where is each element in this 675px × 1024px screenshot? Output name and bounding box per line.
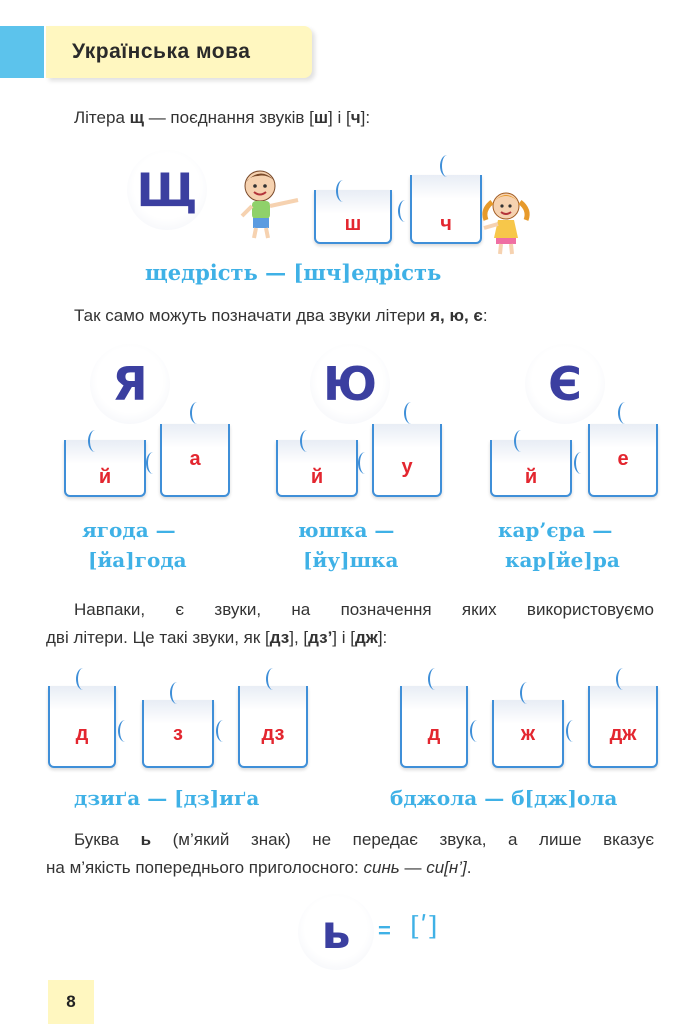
example-yushka-2: [йу]шка bbox=[303, 548, 399, 572]
piece-label: дж bbox=[609, 723, 637, 745]
puzzle-piece-dzh bbox=[588, 686, 658, 768]
piece-label: дз bbox=[261, 723, 285, 745]
puzzle-tab-icon bbox=[190, 402, 204, 424]
puzzle-piece-y3 bbox=[490, 440, 572, 497]
piece-label: е bbox=[617, 448, 629, 470]
boy-illustration bbox=[236, 166, 306, 242]
puzzle-piece-dz bbox=[238, 686, 308, 768]
puzzle-tab-icon bbox=[428, 668, 442, 690]
puzzle-tab-icon bbox=[520, 682, 534, 704]
puzzle-tab-icon bbox=[216, 720, 230, 742]
piece-label: з bbox=[173, 723, 183, 745]
text: Буква bbox=[74, 830, 141, 849]
intro-ya-yu-ye bbox=[74, 306, 488, 326]
soft-sign-line1 bbox=[74, 830, 654, 850]
text-bold: дж bbox=[354, 628, 378, 647]
puzzle-piece-d bbox=[48, 686, 116, 768]
text: — bbox=[399, 858, 427, 877]
puzzle-tab-icon bbox=[118, 720, 132, 742]
example-yahoda-1: ягода — bbox=[82, 518, 176, 542]
text: (м’який знак) не передає звука, а лише вказує bbox=[151, 830, 654, 849]
puzzle-tab-icon bbox=[266, 668, 280, 690]
text: . bbox=[466, 858, 472, 877]
puzzle-tab-icon bbox=[404, 402, 418, 424]
puzzle-tab-icon bbox=[300, 430, 314, 452]
example-shchedrist: щедрість — [шч]едрість bbox=[145, 260, 442, 285]
text-bold: дз bbox=[269, 628, 290, 647]
text: ]: bbox=[377, 628, 388, 647]
puzzle-piece-a bbox=[160, 424, 230, 497]
puzzle-tab-icon bbox=[146, 452, 160, 474]
text: : bbox=[482, 306, 488, 325]
piece-label: а bbox=[189, 448, 201, 470]
puzzle-piece-e bbox=[588, 424, 658, 497]
page-title: Українська мова bbox=[72, 40, 251, 63]
example-yushka-1: юшка — bbox=[298, 518, 395, 542]
puzzle-tab-icon bbox=[618, 402, 632, 424]
example-yahoda-2: [йа]года bbox=[88, 548, 187, 572]
piece-label: й bbox=[98, 466, 112, 488]
puzzle-tab-icon bbox=[358, 452, 372, 474]
text: — поєднання звуків [ bbox=[143, 108, 314, 127]
header-accent-bar bbox=[0, 26, 44, 78]
text: ] і [ bbox=[328, 108, 351, 127]
intro-dz-line1: Навпаки, є звуки, на позначення яких використовуємо bbox=[74, 600, 654, 619]
piece-label: д bbox=[427, 723, 441, 745]
piece-label: у bbox=[401, 456, 413, 478]
text-bold: ш bbox=[313, 108, 329, 127]
example-dzyga: дзиґа — [дз]иґа bbox=[74, 786, 260, 810]
letter-circle-ye: Є bbox=[525, 344, 605, 424]
text: Так само можуть позначати два звуки літери bbox=[74, 306, 431, 325]
example-karyera-1: кар’єра — bbox=[498, 518, 613, 542]
text: дві літери. Це такі звуки, як [ bbox=[46, 628, 270, 647]
text: ] і [ bbox=[332, 628, 355, 647]
text: ], [ bbox=[289, 628, 309, 647]
letter-circle-soft-sign: ь bbox=[298, 894, 374, 970]
text-bold: ь bbox=[140, 830, 152, 849]
text-bold: щ bbox=[129, 108, 144, 127]
letter-circle-ya: Я bbox=[90, 344, 170, 424]
puzzle-tab-icon bbox=[514, 430, 528, 452]
piece-label: д bbox=[75, 723, 89, 745]
intro-shch bbox=[74, 108, 370, 128]
piece-label: й bbox=[310, 466, 324, 488]
puzzle-tab-icon bbox=[440, 155, 454, 177]
piece-label: й bbox=[524, 466, 538, 488]
equals-sign: = bbox=[378, 918, 391, 943]
text-italic: синь bbox=[363, 858, 400, 877]
puzzle-piece-z bbox=[142, 700, 214, 768]
puzzle-piece-d2 bbox=[400, 686, 468, 768]
piece-label: ш bbox=[344, 213, 362, 235]
text: на м’якість попереднього приголосного: bbox=[46, 858, 364, 877]
soft-mark-result: [ʹ] bbox=[410, 912, 438, 942]
intro-dz-line2 bbox=[46, 628, 387, 648]
piece-label: ч bbox=[440, 213, 452, 235]
page-number: 8 bbox=[48, 980, 94, 1024]
text-bold: дз’ bbox=[308, 628, 333, 647]
puzzle-tab-icon bbox=[76, 668, 90, 690]
puzzle-tab-icon bbox=[566, 720, 580, 742]
text-bold: ч bbox=[350, 108, 361, 127]
text: ]: bbox=[360, 108, 371, 127]
puzzle-tab-icon bbox=[398, 200, 412, 222]
puzzle-tab-icon bbox=[470, 720, 484, 742]
puzzle-piece-zh bbox=[492, 700, 564, 768]
puzzle-piece-y2 bbox=[276, 440, 358, 497]
puzzle-tab-icon bbox=[336, 180, 350, 202]
puzzle-piece-ch bbox=[410, 175, 482, 244]
text-bold: я, ю, є bbox=[430, 306, 483, 325]
puzzle-tab-icon bbox=[574, 452, 588, 474]
soft-sign-line2 bbox=[46, 858, 471, 878]
puzzle-piece-u bbox=[372, 424, 442, 497]
letter-circle-yu: Ю bbox=[310, 344, 390, 424]
puzzle-piece-y bbox=[64, 440, 146, 497]
piece-label: ж bbox=[520, 723, 536, 745]
text-italic: си[н’] bbox=[426, 858, 467, 877]
puzzle-piece-sh bbox=[314, 190, 392, 244]
example-bdzhola: бджола — б[дж]ола bbox=[390, 786, 618, 810]
puzzle-tab-icon bbox=[170, 682, 184, 704]
puzzle-tab-icon bbox=[88, 430, 102, 452]
puzzle-tab-icon bbox=[616, 668, 630, 690]
girl-illustration bbox=[480, 188, 536, 256]
text: Літера bbox=[74, 108, 130, 127]
example-karyera-2: кар[йе]ра bbox=[505, 548, 620, 572]
letter-circle-shch: Щ bbox=[127, 150, 207, 230]
